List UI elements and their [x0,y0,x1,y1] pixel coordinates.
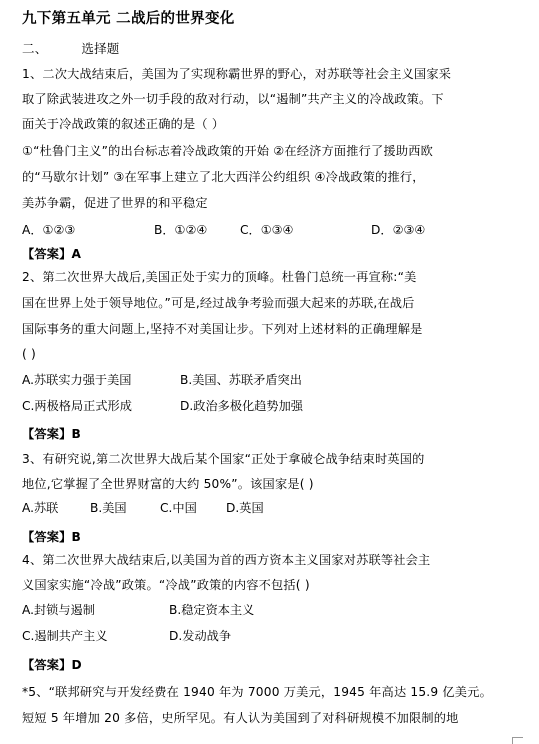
q4-answer: 【答案】D [22,658,82,672]
q5-line-2: 短短 5 年增加 20 多倍，史所罕见。有人认为美国到了对科研规模不加限制的地 [22,711,459,725]
q3-option-a: A.苏联 [22,501,59,515]
q2-option-a: A.苏联实力强于美国 [22,373,132,387]
section-heading [22,41,120,57]
q2-option-b: B.美国、苏联矛盾突出 [180,373,302,387]
q3-answer: 【答案】B [22,530,82,544]
q4-line-1: 4、第二次世界大战结束后,以美国为首的西方资本主义国家对苏联等社会主 [22,553,431,567]
q4-option-a: A.封锁与遏制 [22,603,95,617]
q2-line-2: 国在世界上处于领导地位。”可是,经过战争考验而强大起来的苏联,在战后 [22,296,415,310]
q3-option-c: C.中国 [160,501,197,515]
q2-line-1: 2、第二次世界大战后,美国正处于实力的顶峰。杜鲁门总统一再宣称:“美 [22,270,417,284]
q1-line-1: 1、二次大战结束后，美国为了实现称霸世界的野心，对苏联等社会主义国家采 [22,67,452,81]
q4-option-c: C.遏制共产主义 [22,629,108,643]
q1-line-6: 美苏争霸，促进了世界的和平稳定 [22,196,208,210]
q1-line-3: 面关于冷战政策的叙述正确的是（ ） [22,117,225,131]
q1-option-d: D．②③④ [371,223,426,237]
q1-option-b: B．①②④ [154,223,208,237]
q1-line-4: ①“杜鲁门主义”的出台标志着冷战政策的开始 ②在经济方面推行了援助西欧 [22,144,433,158]
section-label: 选择题 [81,41,120,56]
q4-line-2: 义国家实施“冷战”政策。“冷战”政策的内容不包括( ) [22,578,310,592]
q4-option-b: B.稳定资本主义 [169,603,255,617]
q2-line-4: ( ) [22,347,36,361]
q5-line-1: *5、“联邦研究与开发经费在 1940 年为 7000 万美元，1945 年高达 15.9 亿美元。 [22,685,492,699]
q3-option-d: D.英国 [226,501,264,515]
q2-option-c: C.两极格局正式形成 [22,399,132,413]
q3-option-b: B.美国 [90,501,127,515]
document-title: 九下第五单元 二战后的世界变化 [22,11,235,27]
q1-option-a: A．①②③ [22,223,76,237]
q1-line-2: 取了除武装进攻之外一切手段的敌对行动，以“遏制”共产主义的冷战政策。下 [22,92,444,106]
q1-answer: 【答案】A [22,247,82,261]
section-number: 二、 [22,41,48,56]
q1-line-5: 的“马歇尔计划” ③在军事上建立了北大西洋公约组织 ④冷战政策的推行， [22,170,425,184]
q1-option-c: C．①③④ [240,223,294,237]
q3-line-2: 地位,它掌握了全世界财富的大约 50%”。该国家是( ) [22,477,314,491]
q2-answer: 【答案】B [22,427,82,441]
q4-option-d: D.发动战争 [169,629,232,643]
q2-option-d: D.政治多极化趋势加强 [180,399,303,413]
q2-line-3: 国际事务的重大问题上,坚持不对美国让步。下列对上述材料的正确理解是 [22,322,423,336]
q3-line-1: 3、有研究说,第二次世界大战后某个国家“正处于拿破仑战争结束时英国的 [22,452,425,466]
